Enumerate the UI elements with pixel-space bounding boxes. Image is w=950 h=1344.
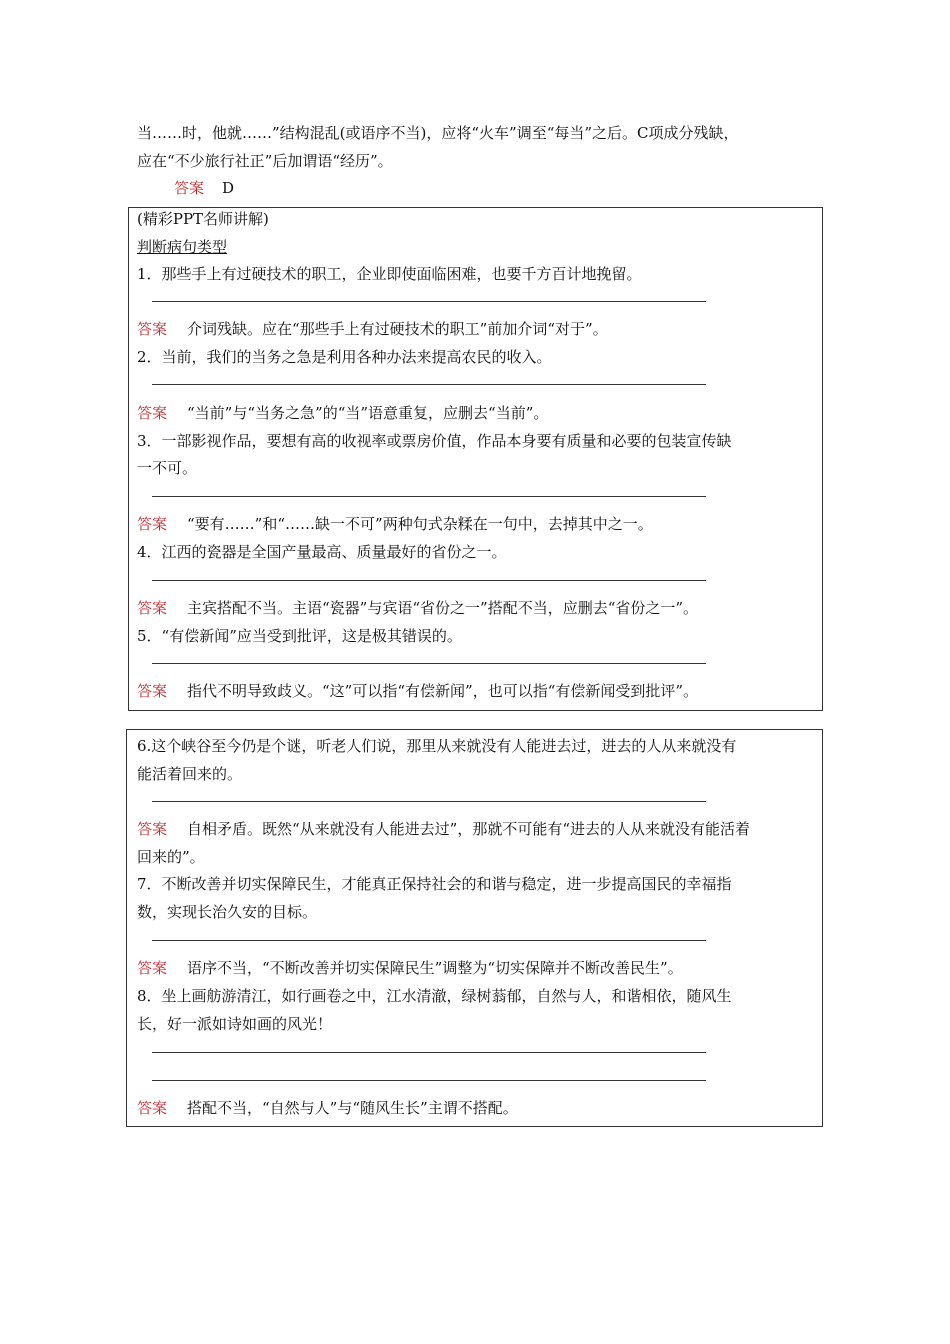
answer-label: 答案 — [137, 820, 168, 838]
answer-blank-1[interactable] — [152, 301, 706, 302]
answer-8 — [137, 1097, 518, 1119]
question-3-cont: 一不可。 — [137, 459, 198, 477]
answer-blank-7[interactable] — [152, 940, 706, 941]
answer-label: 答案 — [137, 1099, 168, 1117]
answer-7 — [137, 957, 683, 979]
answer-3 — [137, 513, 653, 535]
answer-text: 介词残缺。应在“那些手上有过硬技术的职工”前加介词“对于”。 — [187, 320, 608, 338]
answer-text: 自相矛盾。既然“从来就没有人能进去过”，那就不可能有“进去的人从来就没有能活着 — [187, 820, 751, 838]
question-4: 4．江西的瓷器是全国产量最高、质量最好的省份之一。 — [137, 543, 507, 561]
question-8-cont: 长，好一派如诗如画的风光！ — [137, 1015, 333, 1033]
answer-label: 答案 — [137, 682, 168, 700]
answer-blank-6[interactable] — [152, 801, 706, 802]
question-7-cont: 数，实现长治久安的目标。 — [137, 903, 318, 921]
answer-6-cont: 回来的”。 — [137, 848, 205, 866]
answer-blank-2[interactable] — [152, 384, 706, 385]
answer-5 — [137, 680, 698, 702]
question-7: 7．不断改善并切实保障民生，才能真正保持社会的和谐与稳定，进一步提高国民的幸福指 — [137, 875, 732, 893]
answer-blank-4[interactable] — [152, 580, 706, 581]
answer-text: 主宾搭配不当。主语“瓷器”与宾语“省份之一”搭配不当，应删去“省份之一”。 — [187, 599, 699, 617]
answer-label: 答案 — [137, 959, 168, 977]
intro-line-2: 应在“不少旅行社正”后加谓语“经历”。 — [137, 152, 393, 170]
question-2: 2．当前，我们的当务之急是利用各种办法来提高农民的收入。 — [137, 348, 552, 366]
intro-answer — [174, 177, 234, 199]
question-5: 5．“有偿新闻”应当受到批评，这是极其错误的。 — [137, 627, 462, 645]
answer-2 — [137, 402, 548, 424]
question-6: 6.这个峡谷至今仍是个谜，听老人们说，那里从来就没有人能进去过，进去的人从来就没有 — [137, 737, 737, 755]
answer-label: 答案 — [137, 320, 168, 338]
answer-text: “要有……”和“……缺一不可”两种句式杂糅在一句中，去掉其中之一。 — [187, 515, 653, 533]
answer-label: 答案 — [137, 599, 168, 617]
question-6-cont: 能活着回来的。 — [137, 765, 243, 783]
exercise-box-2 — [126, 729, 823, 1127]
answer-4 — [137, 597, 698, 619]
answer-text: 搭配不当，“自然与人”与“随风生长”主谓不搭配。 — [187, 1099, 518, 1117]
answer-blank-8a[interactable] — [152, 1052, 706, 1053]
answer-text: “当前”与“当务之急”的“当”语意重复，应删去“当前”。 — [187, 404, 549, 422]
answer-label: 答案 — [137, 404, 168, 422]
answer-label: 答案 — [174, 179, 205, 197]
answer-text: 指代不明导致歧义。“这”可以指“有偿新闻”，也可以指“有偿新闻受到批评”。 — [187, 682, 699, 700]
intro-line-1: 当……时，他就……”结构混乱(或语序不当)，应将“火车”调至“每当”之后。C项成分残缺， — [137, 124, 739, 142]
answer-6 — [137, 818, 750, 840]
answer-label: 答案 — [137, 515, 168, 533]
answer-blank-3[interactable] — [152, 496, 706, 497]
question-8: 8．坐上画舫游清江，如行画卷之中，江水清澈，绿树蓊郁，自然与人，和谐相依，随风生 — [137, 987, 732, 1005]
section-subtitle: 判断病句类型 — [137, 238, 228, 256]
answer-1 — [137, 318, 608, 340]
box-header: (精彩PPT名师讲解) — [137, 210, 269, 228]
answer-blank-5[interactable] — [152, 663, 706, 664]
question-1: 1．那些手上有过硬技术的职工，企业即使面临困难，也要千方百计地挽留。 — [137, 265, 642, 283]
answer-blank-8b[interactable] — [152, 1080, 706, 1081]
answer-text: 语序不当，“不断改善并切实保障民生”调整为“切实保障并不断改善民生”。 — [187, 959, 683, 977]
question-3: 3．一部影视作品，要想有高的收视率或票房价值，作品本身要有质量和必要的包装宣传缺 — [137, 432, 732, 450]
answer-value: D — [222, 179, 235, 197]
